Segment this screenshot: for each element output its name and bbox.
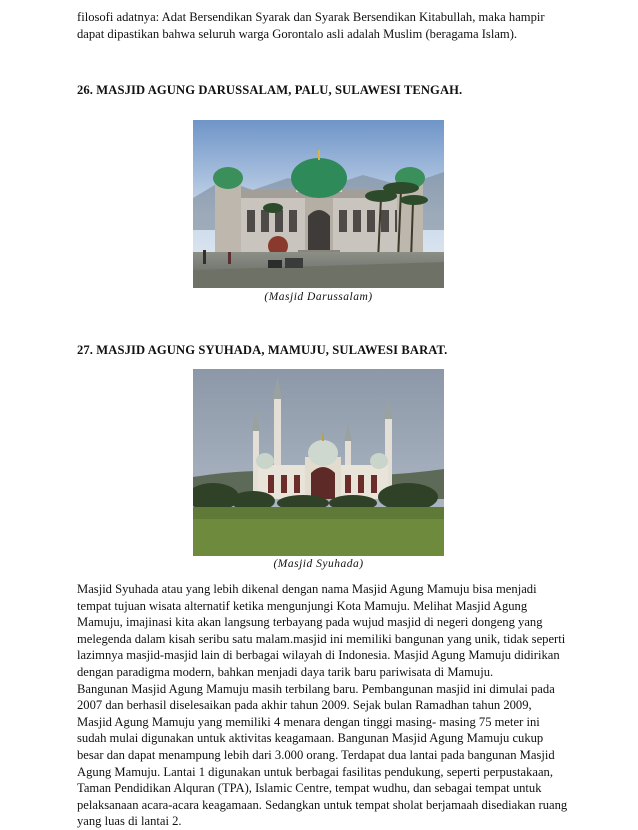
- text-line: Bangunan Masjid Agung Mamuju masih terbilang baru. Pembangunan masjid ini dimulai pada: [77, 681, 555, 696]
- text-line: dapat dipastikan bahwa seluruh warga Gorontalo asli adalah Muslim (beragama Islam).: [77, 26, 518, 41]
- intro-paragraph: [77, 9, 567, 42]
- text-line: Masjid Agung Mamuju yang memiliki 4 menara dengan tinggi masing- masing 75 meter ini: [77, 714, 540, 729]
- text-line: Agung Mamuju. Lantai 1 digunakan untuk berbagai fasilitas pendukung, seperti perpustakaan,: [77, 764, 553, 779]
- section-heading-27: 27. MASJID AGUNG SYUHADA, MAMUJU, SULAWESI BARAT.: [77, 343, 448, 357]
- photo-masjid-syuhada: [193, 369, 444, 556]
- text-line: besar dan dapat menampung lebih dari 3.000 orang. Terdapat dua lantai pada bangunan Masjid: [77, 747, 555, 762]
- text-line: lazimnya masjid-masjid lain di berbagai wilayah di Indonesia. Masjid Agung Mamuju didirikan: [77, 648, 560, 663]
- text-line: tempat tujuan wisata alternatif ketika mengunjungi Kota Mamuju. Melihat Masjid Agung: [77, 598, 528, 613]
- text-line: 2007 dan berhasil diselesaikan pada akhir tahun 2009. Sejak bulan Ramadhan tahun 2009,: [77, 698, 532, 713]
- text-line: sudah mulai digunakan untuk aktivitas keagamaan. Bangunan Masjid Agung Mamuju cukup: [77, 731, 544, 746]
- text-line: Taman Pendidikan Alquran (TPA), Islamic Centre, tempat wudhu, dan sebagai tempat untuk: [77, 781, 542, 796]
- text-line: filosofi adatnya: Adat Bersendikan Syarak dan Syarak Bersendikan Kitabullah, maka hampir: [77, 10, 545, 24]
- text-line: melegenda dalam kisah seribu satu malam.masjid ini memiliki bangunan yang unik, tidak seperti: [77, 631, 566, 646]
- body-paragraph: [77, 581, 567, 830]
- figure-caption: (Masjid Darussalam): [264, 291, 373, 303]
- section-heading-26: 26. MASJID AGUNG DARUSSALAM, PALU, SULAWESI TENGAH.: [77, 83, 463, 97]
- text-line: Masjid Syuhada atau yang lebih dikenal dengan nama Masjid Agung Mamuju bisa menjadi: [77, 582, 537, 596]
- text-line: dengan paradigma modern, bahkan menjadi daya tarik baru pariwisata di Mamuju.: [77, 664, 494, 679]
- text-line: pelaksanaan acara-acara keagamaan. Sedangkan untuk tempat sholat berjamaah disediakan ruang: [77, 797, 568, 812]
- text-line: yang luas di lantai 2.: [77, 814, 182, 829]
- figure-caption: (Masjid Syuhada): [273, 558, 364, 570]
- text-line: Mamuju, imajinasi kita akan langsung terbayang pada wujud masjid di negeri dongeng yang: [77, 615, 543, 630]
- photo-masjid-darussalam: [193, 120, 444, 288]
